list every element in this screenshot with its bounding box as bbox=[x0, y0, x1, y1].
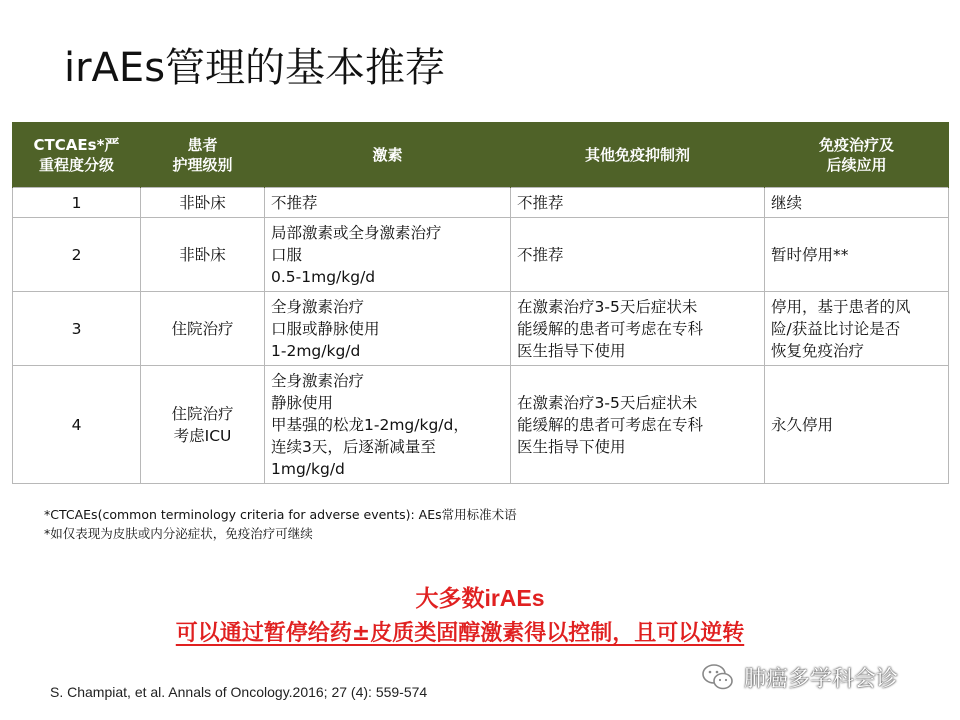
cell-steroids: 局部激素或全身激素治疗 口服 0.5-1mg/kg/d bbox=[265, 218, 511, 292]
header-grade: CTCAEs*严 重程度分级 bbox=[13, 122, 141, 188]
cell-care-level: 住院治疗 bbox=[141, 292, 265, 366]
cell-grade: 2 bbox=[13, 218, 141, 292]
cell-other-immunosuppressants: 在激素治疗3-5天后症状未 能缓解的患者可考虑在专科 医生指导下使用 bbox=[511, 366, 765, 484]
cell-care-level: 非卧床 bbox=[141, 218, 265, 292]
cell-immunotherapy: 永久停用 bbox=[765, 366, 949, 484]
header-steroids: 激素 bbox=[265, 122, 511, 188]
header-care-level: 患者 护理级别 bbox=[141, 122, 265, 188]
cell-other-immunosuppressants: 不推荐 bbox=[511, 218, 765, 292]
header-immunotherapy-follow-up: 免疫治疗及 后续应用 bbox=[765, 122, 949, 188]
table-row bbox=[13, 366, 949, 484]
table-row bbox=[13, 292, 949, 366]
table-header-row bbox=[13, 122, 949, 188]
wechat-icon bbox=[700, 662, 736, 692]
cell-other-immunosuppressants: 不推荐 bbox=[511, 188, 765, 218]
cell-care-level: 住院治疗 考虑ICU bbox=[141, 366, 265, 484]
cell-immunotherapy: 继续 bbox=[765, 188, 949, 218]
footnote-ctcae: *CTCAEs(common terminology criteria for adverse events): AEs常用标准术语 bbox=[44, 507, 517, 522]
cell-care-level: 非卧床 bbox=[141, 188, 265, 218]
watermark bbox=[700, 660, 898, 694]
cell-grade: 3 bbox=[13, 292, 141, 366]
management-table bbox=[12, 122, 949, 484]
cell-steroids: 全身激素治疗 口服或静脉使用 1-2mg/kg/d bbox=[265, 292, 511, 366]
footnote-continue: *如仅表现为皮肤或内分泌症状，免疫治疗可继续 bbox=[44, 526, 313, 541]
cell-grade: 1 bbox=[13, 188, 141, 218]
watermark-text: 肺癌多学科会诊 bbox=[744, 666, 899, 692]
citation: S. Champiat, et al. Annals of Oncology.2016; 27 (4): 559-574 bbox=[50, 684, 428, 700]
headline-secondary: 可以通过暂停给药±皮质类固醇激素得以控制，且可以逆转 bbox=[175, 621, 745, 646]
slide-title: irAEs管理的基本推荐 bbox=[64, 45, 446, 91]
cell-immunotherapy: 暂时停用** bbox=[765, 218, 949, 292]
cell-grade: 4 bbox=[13, 366, 141, 484]
cell-steroids: 全身激素治疗 静脉使用 甲基强的松龙1-2mg/kg/d， 连续3天，后逐渐减量至 1mg/kg/d bbox=[265, 366, 511, 484]
cell-steroids: 不推荐 bbox=[265, 188, 511, 218]
headline-primary: 大多数irAEs bbox=[415, 585, 545, 611]
cell-immunotherapy: 停用，基于患者的风 险/获益比讨论是否 恢复免疫治疗 bbox=[765, 292, 949, 366]
table-row bbox=[13, 218, 949, 292]
cell-other-immunosuppressants: 在激素治疗3-5天后症状未 能缓解的患者可考虑在专科 医生指导下使用 bbox=[511, 292, 765, 366]
table-row bbox=[13, 188, 949, 218]
header-other-immunosuppressants: 其他免疫抑制剂 bbox=[511, 122, 765, 188]
